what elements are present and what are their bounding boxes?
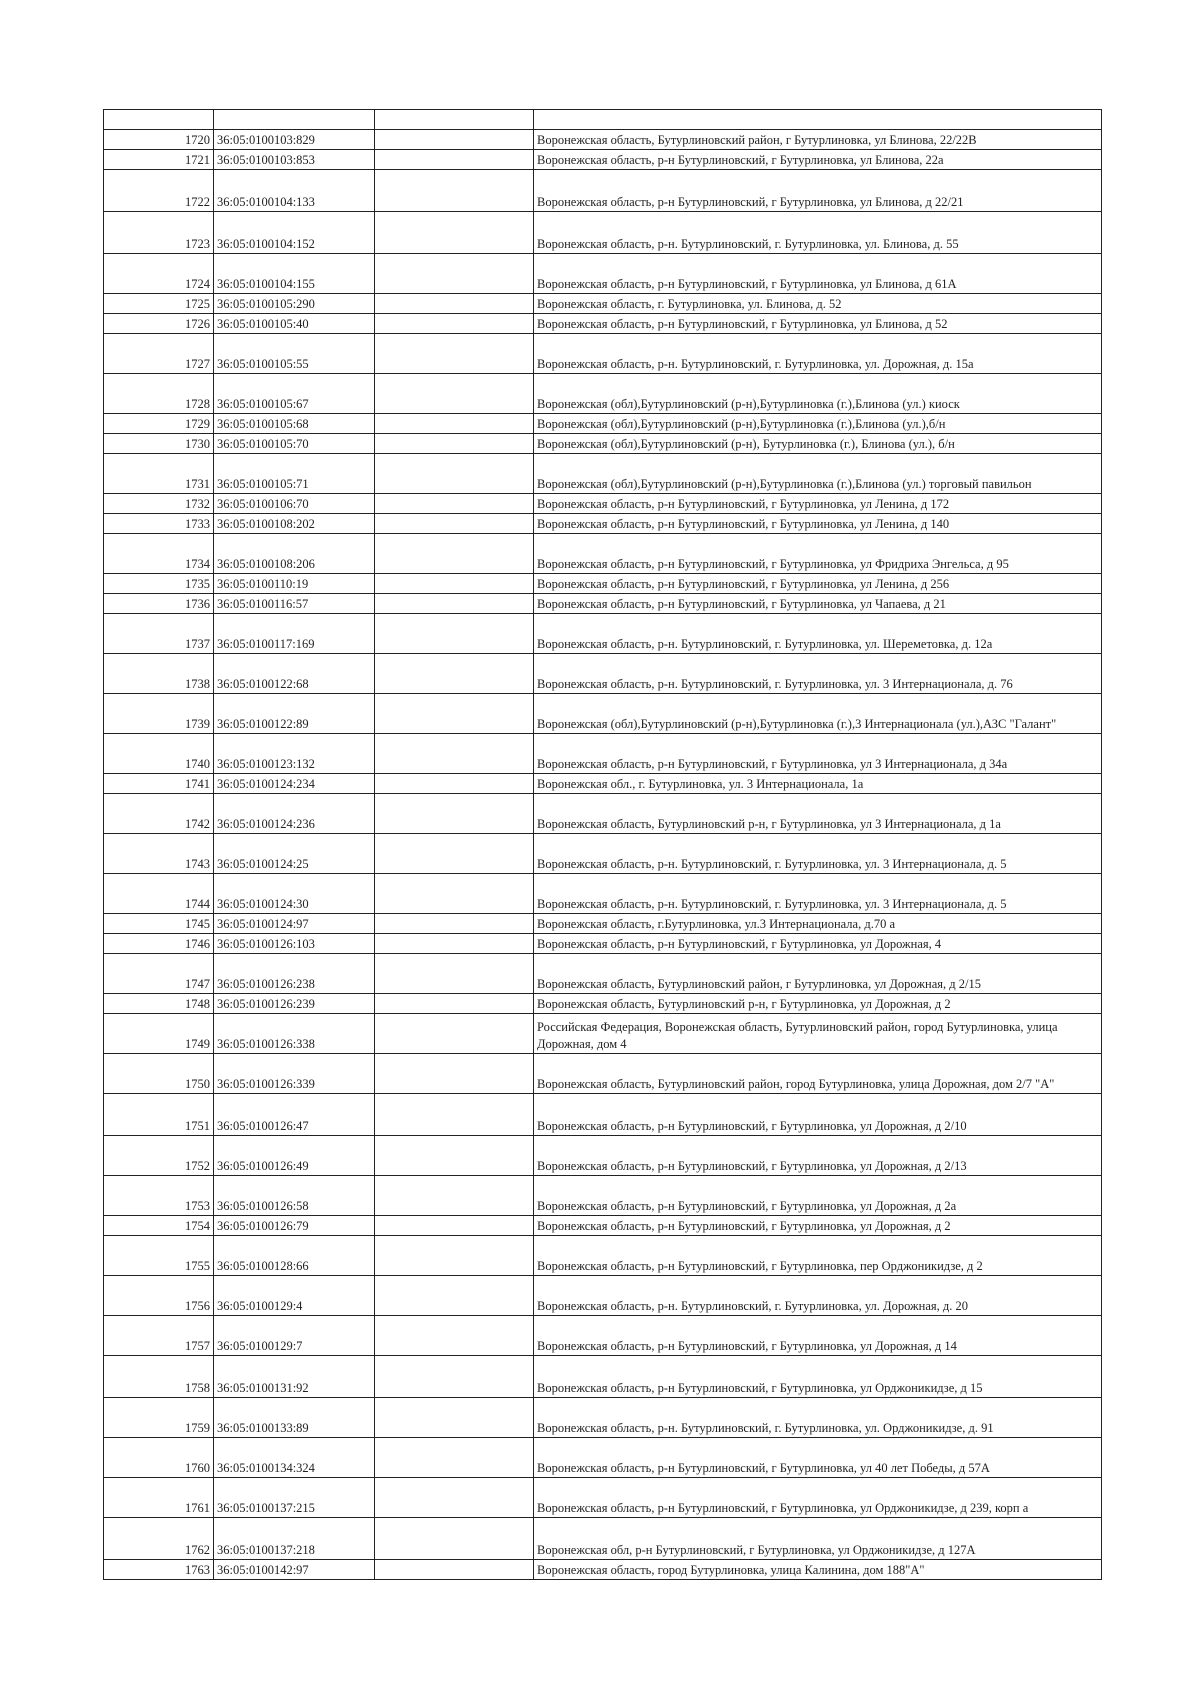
cadastral-number-cell: 36:05:0100104:155 <box>214 254 375 294</box>
address-cell: Воронежская область, р-н Бутурлиновский, г Бутурлиновка, ул Дорожная, д 2/10 <box>534 1094 1102 1136</box>
table-row <box>104 150 1102 170</box>
cadastral-number-cell: 36:05:0100126:238 <box>214 954 375 994</box>
empty-cell <box>375 594 534 614</box>
table-row <box>104 1054 1102 1094</box>
empty-cell <box>375 1356 534 1398</box>
address-cell: Воронежская область, р-н. Бутурлиновский, г. Бутурлиновка, ул. Блинова, д. 55 <box>534 212 1102 254</box>
empty-cell <box>375 212 534 254</box>
row-number-cell: 1748 <box>104 994 214 1014</box>
row-number-cell: 1738 <box>104 654 214 694</box>
cadastral-number-cell: 36:05:0100124:236 <box>214 794 375 834</box>
address-cell: Воронежская область, р-н Бутурлиновский, г Бутурлиновка, пер Орджоникидзе, д 2 <box>534 1236 1102 1276</box>
cadastral-number-cell: 36:05:0100108:206 <box>214 534 375 574</box>
address-cell: Воронежская область, Бутурлиновский р-н, г Бутурлиновка, ул 3 Интернационала, д 1а <box>534 794 1102 834</box>
empty-cell <box>375 1438 534 1478</box>
document-page <box>103 109 1101 1580</box>
table-row <box>104 170 1102 212</box>
cadastral-number-cell: 36:05:0100105:70 <box>214 434 375 454</box>
empty-cell <box>375 414 534 434</box>
address-cell: Воронежская область, р-н Бутурлиновский, г Бутурлиновка, ул Дорожная, д 2/13 <box>534 1136 1102 1176</box>
row-number-cell: 1735 <box>104 574 214 594</box>
row-number-cell: 1740 <box>104 734 214 774</box>
row-number-cell: 1722 <box>104 170 214 212</box>
address-cell: Воронежская область, р-н Бутурлиновский, г Бутурлиновка, ул Блинова, 22а <box>534 150 1102 170</box>
empty-cell <box>375 254 534 294</box>
cadastral-number-cell: 36:05:0100126:338 <box>214 1014 375 1054</box>
table-row <box>104 934 1102 954</box>
address-cell: Воронежская область, г.Бутурлиновка, ул.3 Интернационала, д.70 а <box>534 914 1102 934</box>
row-number-cell: 1724 <box>104 254 214 294</box>
empty-cell <box>375 170 534 212</box>
table-row <box>104 694 1102 734</box>
empty-cell <box>375 1094 534 1136</box>
row-number-cell: 1744 <box>104 874 214 914</box>
empty-cell <box>375 794 534 834</box>
table-row <box>104 1478 1102 1518</box>
cadastral-number-cell: 36:05:0100117:169 <box>214 614 375 654</box>
table-row <box>104 334 1102 374</box>
empty-cell <box>375 514 534 534</box>
table-row <box>104 1014 1102 1054</box>
cadastral-number-cell: 36:05:0100126:239 <box>214 994 375 1014</box>
cadastral-number-cell: 36:05:0100105:67 <box>214 374 375 414</box>
cadastral-number-cell: 36:05:0100104:133 <box>214 170 375 212</box>
row-number-cell: 1737 <box>104 614 214 654</box>
cadastral-number-cell: 36:05:0100108:202 <box>214 514 375 534</box>
address-cell: Воронежская обл., г. Бутурлиновка, ул. 3 Интернационала, 1а <box>534 774 1102 794</box>
address-cell: Воронежская область, р-н Бутурлиновский, г Бутурлиновка, ул Фридриха Энгельса, д 95 <box>534 534 1102 574</box>
cadastral-number-cell: 36:05:0100123:132 <box>214 734 375 774</box>
address-cell: Воронежская область, р-н Бутурлиновский, г Бутурлиновка, ул Дорожная, д 2а <box>534 1176 1102 1216</box>
row-number-cell: 1760 <box>104 1438 214 1478</box>
cadastral-number-cell: 36:05:0100137:218 <box>214 1518 375 1560</box>
row-number-cell: 1749 <box>104 1014 214 1054</box>
empty-cell <box>375 1316 534 1356</box>
cadastral-number-cell: 36:05:0100105:290 <box>214 294 375 314</box>
cadastral-number-cell: 36:05:0100126:47 <box>214 1094 375 1136</box>
address-cell: Воронежская область, р-н Бутурлиновский, г Бутурлиновка, ул 3 Интернационала, д 34а <box>534 734 1102 774</box>
row-number-cell: 1743 <box>104 834 214 874</box>
cadastral-number-cell: 36:05:0100126:339 <box>214 1054 375 1094</box>
empty-cell <box>375 1560 534 1580</box>
empty-cell <box>375 294 534 314</box>
table-row <box>104 1216 1102 1236</box>
row-number-cell: 1755 <box>104 1236 214 1276</box>
address-cell: Воронежская область, Бутурлиновский район, г Бутурлиновка, ул Дорожная, д 2/15 <box>534 954 1102 994</box>
row-number-cell: 1762 <box>104 1518 214 1560</box>
cadastral-number-cell: 36:05:0100122:68 <box>214 654 375 694</box>
cadastral-number-cell: 36:05:0100106:70 <box>214 494 375 514</box>
cadastral-number-cell: 36:05:0100129:7 <box>214 1316 375 1356</box>
empty-cell <box>375 494 534 514</box>
row-number-cell: 1734 <box>104 534 214 574</box>
row-number-cell: 1721 <box>104 150 214 170</box>
address-cell: Воронежская (обл),Бутурлиновский (р-н),Бутурлиновка (г.),3 Интернационала (ул.),АЗС "Галант" <box>534 694 1102 734</box>
address-cell: Воронежская область, город Бутурлиновка, улица Калинина, дом 188"А" <box>534 1560 1102 1580</box>
row-number-cell: 1746 <box>104 934 214 954</box>
table-row <box>104 254 1102 294</box>
cadastral-number-cell: 36:05:0100104:152 <box>214 212 375 254</box>
table-row <box>104 874 1102 914</box>
cadastral-number-cell: 36:05:0100126:49 <box>214 1136 375 1176</box>
table-row <box>104 1236 1102 1276</box>
address-cell: Воронежская область, р-н Бутурлиновский, г Бутурлиновка, ул Чапаева, д 21 <box>534 594 1102 614</box>
empty-cell <box>375 954 534 994</box>
empty-cell <box>375 1276 534 1316</box>
row-number-cell: 1730 <box>104 434 214 454</box>
address-cell: Воронежская область, р-н Бутурлиновский, г Бутурлиновка, ул Блинова, д 61А <box>534 254 1102 294</box>
empty-cell <box>375 774 534 794</box>
empty-cell <box>375 130 534 150</box>
row-number-cell: 1763 <box>104 1560 214 1580</box>
empty-cell <box>375 614 534 654</box>
table-row <box>104 914 1102 934</box>
table-row <box>104 614 1102 654</box>
cadastral-number-cell: 36:05:0100124:234 <box>214 774 375 794</box>
row-number-cell: 1754 <box>104 1216 214 1236</box>
empty-cell <box>375 914 534 934</box>
row-number-cell: 1725 <box>104 294 214 314</box>
address-cell: Воронежская область, р-н Бутурлиновский, г Бутурлиновка, ул Ленина, д 140 <box>534 514 1102 534</box>
address-cell: Воронежская область, р-н. Бутурлиновский, г. Бутурлиновка, ул. 3 Интернационала, д. 5 <box>534 834 1102 874</box>
address-cell: Воронежская область, р-н Бутурлиновский, г Бутурлиновка, ул Дорожная, д 14 <box>534 1316 1102 1356</box>
row-number-cell: 1742 <box>104 794 214 834</box>
address-cell: Воронежская обл, р-н Бутурлиновский, г Бутурлиновка, ул Орджоникидзе, д 127А <box>534 1518 1102 1560</box>
address-cell: Воронежская область, Бутурлиновский район, город Бутурлиновка, улица Дорожная, дом 2/7 "А" <box>534 1054 1102 1094</box>
row-number-cell: 1758 <box>104 1356 214 1398</box>
table-row <box>104 454 1102 494</box>
table-row <box>104 414 1102 434</box>
empty-cell <box>375 110 534 130</box>
table-row <box>104 1398 1102 1438</box>
cadastral-table <box>103 109 1102 1580</box>
table-row <box>104 794 1102 834</box>
table-row <box>104 130 1102 150</box>
table-row <box>104 734 1102 774</box>
address-cell: Воронежская область, Бутурлиновский р-н, г Бутурлиновка, ул Дорожная, д 2 <box>534 994 1102 1014</box>
empty-cell <box>375 574 534 594</box>
address-cell: Воронежская (обл),Бутурлиновский (р-н),Бутурлиновка (г.),Блинова (ул.),б/н <box>534 414 1102 434</box>
table-row <box>104 654 1102 694</box>
cadastral-number-cell: 36:05:0100137:215 <box>214 1478 375 1518</box>
row-number-cell <box>104 110 214 130</box>
row-number-cell: 1723 <box>104 212 214 254</box>
address-cell: Воронежская область, р-н Бутурлиновский, г Бутурлиновка, ул 40 лет Победы, д 57А <box>534 1438 1102 1478</box>
table-row <box>104 534 1102 574</box>
table-row <box>104 494 1102 514</box>
address-cell: Воронежская область, р-н Бутурлиновский, г Бутурлиновка, ул Ленина, д 256 <box>534 574 1102 594</box>
row-number-cell: 1727 <box>104 334 214 374</box>
cadastral-number-cell: 36:05:0100126:58 <box>214 1176 375 1216</box>
table-row <box>104 594 1102 614</box>
cadastral-number-cell: 36:05:0100126:103 <box>214 934 375 954</box>
empty-cell <box>375 314 534 334</box>
cadastral-number-cell: 36:05:0100105:40 <box>214 314 375 334</box>
empty-cell <box>375 934 534 954</box>
cadastral-number-cell: 36:05:0100116:57 <box>214 594 375 614</box>
row-number-cell: 1741 <box>104 774 214 794</box>
empty-cell <box>375 1014 534 1054</box>
address-cell: Воронежская область, р-н. Бутурлиновский, г. Бутурлиновка, ул. Шереметовка, д. 12а <box>534 614 1102 654</box>
row-number-cell: 1731 <box>104 454 214 494</box>
address-cell: Воронежская область, р-н Бутурлиновский, г Бутурлиновка, ул Дорожная, 4 <box>534 934 1102 954</box>
row-number-cell: 1739 <box>104 694 214 734</box>
cadastral-number-cell: 36:05:0100126:79 <box>214 1216 375 1236</box>
row-number-cell: 1747 <box>104 954 214 994</box>
empty-cell <box>375 834 534 874</box>
address-cell: Воронежская область, р-н Бутурлиновский, г Бутурлиновка, ул Блинова, д 22/21 <box>534 170 1102 212</box>
table-row <box>104 314 1102 334</box>
empty-cell <box>375 374 534 414</box>
cadastral-number-cell: 36:05:0100124:97 <box>214 914 375 934</box>
address-cell: Воронежская область, Бутурлиновский район, г Бутурлиновка, ул Блинова, 22/22В <box>534 130 1102 150</box>
cadastral-number-cell: 36:05:0100103:853 <box>214 150 375 170</box>
cadastral-number-cell: 36:05:0100124:25 <box>214 834 375 874</box>
empty-cell <box>375 734 534 774</box>
address-cell: Воронежская область, р-н Бутурлиновский, г Бутурлиновка, ул Орджоникидзе, д 15 <box>534 1356 1102 1398</box>
address-cell: Воронежская область, р-н Бутурлиновский, г Бутурлиновка, ул Дорожная, д 2 <box>534 1216 1102 1236</box>
table-row <box>104 1136 1102 1176</box>
table-row <box>104 1438 1102 1478</box>
row-number-cell: 1745 <box>104 914 214 934</box>
row-number-cell: 1736 <box>104 594 214 614</box>
table-body <box>104 110 1102 1580</box>
address-cell: Воронежская область, г. Бутурлиновка, ул. Блинова, д. 52 <box>534 294 1102 314</box>
row-number-cell: 1753 <box>104 1176 214 1216</box>
table-row <box>104 294 1102 314</box>
empty-cell <box>375 1136 534 1176</box>
empty-cell <box>375 1176 534 1216</box>
address-cell: Воронежская область, р-н. Бутурлиновский, г. Бутурлиновка, ул. 3 Интернационала, д. 5 <box>534 874 1102 914</box>
row-number-cell: 1750 <box>104 1054 214 1094</box>
cadastral-number-cell: 36:05:0100133:89 <box>214 1398 375 1438</box>
address-cell: Воронежская область, р-н. Бутурлиновский, г. Бутурлиновка, ул. Дорожная, д. 20 <box>534 1276 1102 1316</box>
row-number-cell: 1728 <box>104 374 214 414</box>
table-row <box>104 1518 1102 1560</box>
address-cell: Воронежская область, р-н Бутурлиновский, г Бутурлиновка, ул Блинова, д 52 <box>534 314 1102 334</box>
empty-cell <box>375 994 534 1014</box>
cadastral-number-cell: 36:05:0100105:68 <box>214 414 375 434</box>
cadastral-number-cell: 36:05:0100103:829 <box>214 130 375 150</box>
table-row <box>104 994 1102 1014</box>
table-row <box>104 1176 1102 1216</box>
address-cell: Воронежская (обл),Бутурлиновский (р-н),Бутурлиновка (г.),Блинова (ул.) торговый павильон <box>534 454 1102 494</box>
cadastral-number-cell: 36:05:0100122:89 <box>214 694 375 734</box>
table-row <box>104 574 1102 594</box>
table-row <box>104 514 1102 534</box>
empty-cell <box>375 1216 534 1236</box>
table-row <box>104 434 1102 454</box>
cadastral-number-cell <box>214 110 375 130</box>
address-cell: Воронежская область, р-н. Бутурлиновский, г. Бутурлиновка, ул. Дорожная, д. 15а <box>534 334 1102 374</box>
table-row <box>104 110 1102 130</box>
empty-cell <box>375 874 534 914</box>
cadastral-number-cell: 36:05:0100134:324 <box>214 1438 375 1478</box>
row-number-cell: 1757 <box>104 1316 214 1356</box>
row-number-cell: 1752 <box>104 1136 214 1176</box>
empty-cell <box>375 694 534 734</box>
table-row <box>104 954 1102 994</box>
cadastral-number-cell: 36:05:0100105:55 <box>214 334 375 374</box>
table-row <box>104 1356 1102 1398</box>
cadastral-number-cell: 36:05:0100142:97 <box>214 1560 375 1580</box>
table-row <box>104 1316 1102 1356</box>
row-number-cell: 1732 <box>104 494 214 514</box>
cadastral-number-cell: 36:05:0100124:30 <box>214 874 375 914</box>
cadastral-number-cell: 36:05:0100105:71 <box>214 454 375 494</box>
empty-cell <box>375 534 534 574</box>
empty-cell <box>375 1518 534 1560</box>
empty-cell <box>375 454 534 494</box>
address-cell: Воронежская область, р-н Бутурлиновский, г Бутурлиновка, ул Ленина, д 172 <box>534 494 1102 514</box>
address-cell <box>534 110 1102 130</box>
table-row <box>104 1560 1102 1580</box>
table-row <box>104 774 1102 794</box>
row-number-cell: 1751 <box>104 1094 214 1136</box>
address-cell: Воронежская область, р-н Бутурлиновский, г Бутурлиновка, ул Орджоникидзе, д 239, корп а <box>534 1478 1102 1518</box>
address-cell: Воронежская область, р-н. Бутурлиновский, г. Бутурлиновка, ул. 3 Интернационала, д. 76 <box>534 654 1102 694</box>
table-row <box>104 1094 1102 1136</box>
table-row <box>104 374 1102 414</box>
row-number-cell: 1720 <box>104 130 214 150</box>
empty-cell <box>375 434 534 454</box>
table-row <box>104 1276 1102 1316</box>
address-cell: Российская Федерация, Воронежская область, Бутурлиновский район, город Бутурлиновка, улица Дорожная, дом 4 <box>534 1014 1102 1054</box>
row-number-cell: 1756 <box>104 1276 214 1316</box>
empty-cell <box>375 1398 534 1438</box>
empty-cell <box>375 334 534 374</box>
cadastral-number-cell: 36:05:0100131:92 <box>214 1356 375 1398</box>
address-cell: Воронежская (обл),Бутурлиновский (р-н),Бутурлиновка (г.),Блинова (ул.) киоск <box>534 374 1102 414</box>
cadastral-number-cell: 36:05:0100129:4 <box>214 1276 375 1316</box>
row-number-cell: 1729 <box>104 414 214 434</box>
address-cell: Воронежская область, р-н. Бутурлиновский, г. Бутурлиновка, ул. Орджоникидзе, д. 91 <box>534 1398 1102 1438</box>
table-row <box>104 212 1102 254</box>
cadastral-number-cell: 36:05:0100110:19 <box>214 574 375 594</box>
cadastral-number-cell: 36:05:0100128:66 <box>214 1236 375 1276</box>
table-row <box>104 834 1102 874</box>
empty-cell <box>375 150 534 170</box>
empty-cell <box>375 654 534 694</box>
empty-cell <box>375 1478 534 1518</box>
row-number-cell: 1726 <box>104 314 214 334</box>
empty-cell <box>375 1054 534 1094</box>
row-number-cell: 1761 <box>104 1478 214 1518</box>
row-number-cell: 1759 <box>104 1398 214 1438</box>
address-cell: Воронежская (обл),Бутурлиновский (р-н), Бутурлиновка (г.), Блинова (ул.), б/н <box>534 434 1102 454</box>
row-number-cell: 1733 <box>104 514 214 534</box>
empty-cell <box>375 1236 534 1276</box>
